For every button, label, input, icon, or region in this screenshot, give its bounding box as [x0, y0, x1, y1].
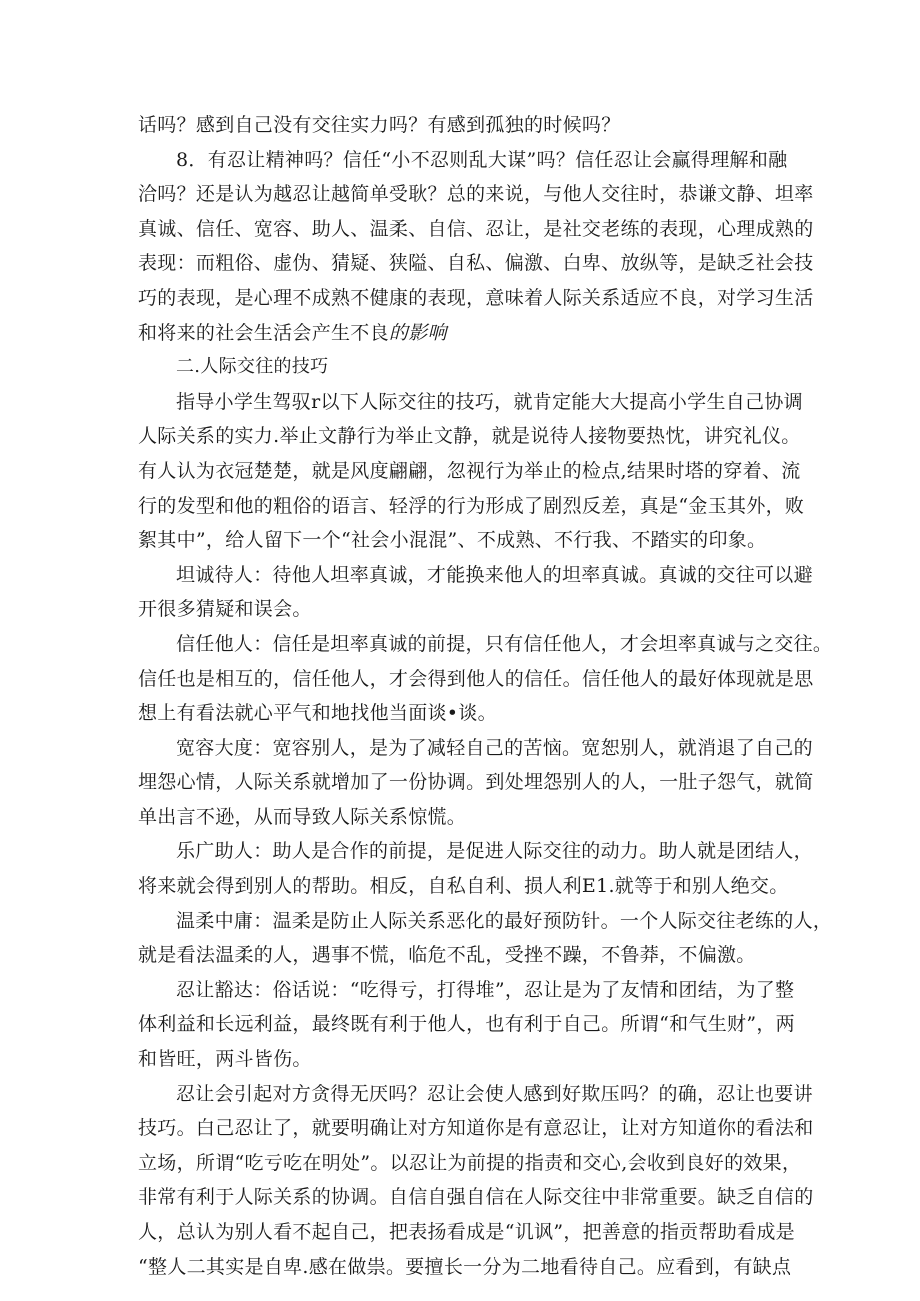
text-line: 话吗？感到自己没有交往实力吗？有感到孤独的时候吗？: [138, 114, 621, 136]
text-line: 开很多猜疑和误会。: [138, 598, 312, 621]
text-line: 非常有利于人际关系的协调。自信自强自信在人际交往中非常重要。缺乏自信的: [138, 1186, 814, 1209]
paragraph: [138, 1077, 814, 1285]
text-line: 技巧。白己忍让了，就要明确让对方知道你是有意忍让，让对方知道你的看法和: [138, 1117, 814, 1140]
text-line: 将来就会得到别人的帮助。相反，自私自利、损人利E1.就等于和别人绝交。: [138, 875, 789, 898]
text-line: 巧的表现，是心理不成熟不健康的表现，意味着人际关系适应不良，对学习生活: [138, 286, 814, 309]
text-line: 絮其中”，给人留下一个“社会小混混”、不成熟、不行我、不踏实的印象。: [138, 529, 767, 552]
text-line: 洽吗？还是认为越忍让越简单受耿？总的来说，与他人交往时，恭谦文静、坦率: [138, 183, 814, 206]
paragraph: [138, 558, 813, 627]
text-line: 指导小学生驾驭r以下人际交往的技巧，就肯定能大大提高小学生自己协调: [176, 390, 803, 413]
text-line: [138, 316, 786, 351]
text-line: 单出言不逊，从而导致人际关系惊慌。: [138, 805, 467, 828]
text-line: 人，总认为别人看不起自己，把表扬看成是“讥讽”，把善意的指贡帮助看成是: [138, 1221, 795, 1243]
paragraph: [138, 385, 805, 558]
text-line: 信任他人：信任是坦率真诚的前提，只有信任他人，才会坦率真诚与之交往。: [176, 632, 833, 655]
text-line: 坦诚待人：待他人坦率真诚，才能换来他人的坦率真诚。真诚的交往可以避: [176, 563, 813, 586]
text-span: 和将来的社会生活会产生不良: [138, 321, 389, 344]
text-line: 温柔中庸：温柔是防止人际关系恶化的最好预防针。一个人际交往老练的人，: [176, 909, 833, 932]
paragraph: [138, 731, 814, 835]
text-line: 埋怨心情，人际关系就增加了一份协调。到处埋怨别人的人，一肚子怨气，就简: [138, 771, 814, 794]
text-line: 和皆旺，两斗皆伤。: [138, 1048, 312, 1071]
text-line: 体利益和长远利益，最终既有利于他人，也有利于自己。所谓“和气生财”，两: [138, 1013, 795, 1036]
text-line: 就是看法温柔的人，遇事不慌，临危不乱，受挫不躁，不鲁莽，不偏激。: [138, 944, 756, 967]
text-line: 8．有忍让精神吗？信任“小不忍则乱大谋”吗？信任忍让会赢得理解和融: [176, 148, 788, 171]
document-page: [138, 108, 833, 1284]
text-line: 立场，所谓“吃亏吃在明处”。以忍让为前提的指责和交心,会收到良好的效果，: [138, 1151, 802, 1174]
italic-text-span: 的影响: [388, 321, 447, 344]
paragraph: [138, 834, 813, 903]
text-line: 真诚、信任、宽容、助人、温柔、自信、忍让，是社交老练的表现，心理成熟的: [138, 217, 814, 240]
text-line: “整人二其实是自卑.感在做祟。要擅长一分为二地看待自己。应看到，有缺点: [138, 1255, 792, 1278]
text-line: 乐广助人：助人是合作的前提，是促进人际交往的动力。助人就是团结人，: [176, 840, 813, 863]
text-line: 宽容大度：宽容别人，是为了减轻自己的苦恼。宽恕别人，就消退了自己的: [176, 736, 813, 759]
text-line: 忍让会引起对方贪得无厌吗？忍让会使人感到好欺压吗？的确，忍让也要讲: [176, 1082, 813, 1105]
text-line: 行的发型和他的粗俗的语言、轻浮的行为形成了剧烈反差，真是“金玉其外，败: [138, 494, 805, 517]
text-line: 有人认为衣冠楚楚，就是风度翩翩，忽视行为举止的检点,结果时塔的穿着、流: [138, 459, 801, 482]
text-line: 想上有看法就心平气和地找他当面谈•谈。: [138, 702, 497, 725]
section-heading: 二.人际交往的技巧: [176, 356, 329, 378]
text-line: 忍让豁达：俗话说：“吃得亏，打得堆”，忍让是为了友情和团结，为了整: [176, 978, 795, 1001]
paragraph: [138, 904, 833, 973]
text-line: 表现：而粗俗、虚伪、猜疑、狭隘、自私、偏激、白卑、放纵等，是缺乏社会技: [138, 252, 814, 275]
paragraph: [138, 108, 786, 143]
paragraph: [138, 143, 814, 351]
paragraph: [138, 627, 833, 731]
paragraph: [138, 973, 795, 1077]
text-line: 信任也是相互的，信任他人，才会得到他人的信任。信任他人的最好体现就是思: [138, 667, 814, 690]
text-line: 人际关系的实力.举止文静行为举止文静，就是说待人接物要热忱，讲究礼仪。: [138, 425, 801, 448]
